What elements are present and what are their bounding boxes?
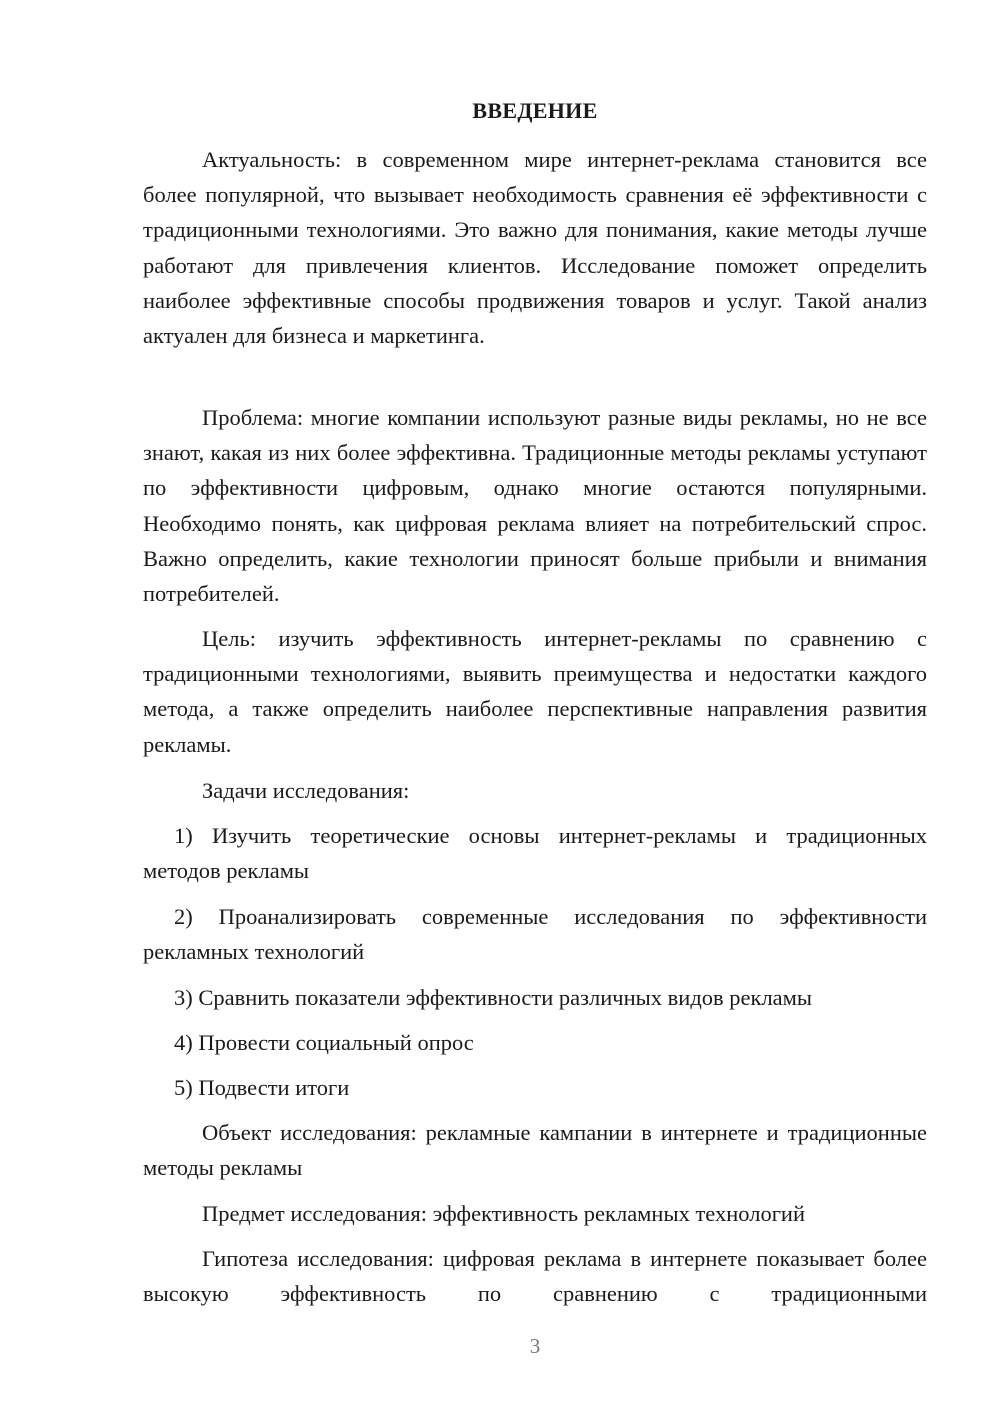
- task-item-1: 1) Изучить теоретические основы интернет-рекламы и традиционных методов рекламы: [143, 823, 927, 884]
- subject-paragraph: Предмет исследования: эффективность рекламных технологий: [202, 1201, 806, 1226]
- goal-paragraph: Цель: изучить эффективность интернет-рекламы по сравнению с традиционными технологиями, выявить преимущества и недостатки каждого метода, а также определить наиболее перспективные направления развития рекламы.: [143, 626, 927, 757]
- task-item-2: 2) Проанализировать современные исследования по эффективности рекламных технологий: [143, 904, 927, 965]
- problem-paragraph: Проблема: многие компании используют разные виды рекламы, но не все знают, какая из них более эффективна. Традиционные методы рекламы уступают по эффективности цифровым, однако многие остаются популярными. Необходимо понять, как цифровая реклама влияет на потребительский спрос. Важно определить, какие технологии приносят больше прибыли и внимания потребителей.: [143, 405, 927, 607]
- object-paragraph: Объект исследования: рекламные кампании в интернете и традиционные методы рекламы: [143, 1120, 927, 1181]
- page-number: 3: [529, 1334, 541, 1358]
- hypothesis-paragraph: Гипотеза исследования: цифровая реклама в интернете показывает более высокую эффективность по сравнению с традиционными: [143, 1246, 927, 1307]
- tasks-heading: Задачи исследования:: [202, 778, 410, 803]
- section-title: ВВЕДЕНИЕ: [472, 98, 598, 123]
- task-item-4: 4) Провести социальный опрос: [174, 1030, 474, 1055]
- relevance-paragraph: Актуальность: в современном мире интернет-реклама становится все более популярной, что вызывает необходимость сравнения её эффективности с традиционными технологиями. Это важно для понимания, какие методы лучше работают для привлечения клиентов. Исследование поможет определить наиболее эффективные способы продвижения товаров и услуг. Такой анализ актуален для бизнеса и маркетинга.: [143, 147, 927, 349]
- task-item-5: 5) Подвести итоги: [174, 1075, 350, 1100]
- task-item-3: 3) Сравнить показатели эффективности различных видов рекламы: [174, 985, 813, 1010]
